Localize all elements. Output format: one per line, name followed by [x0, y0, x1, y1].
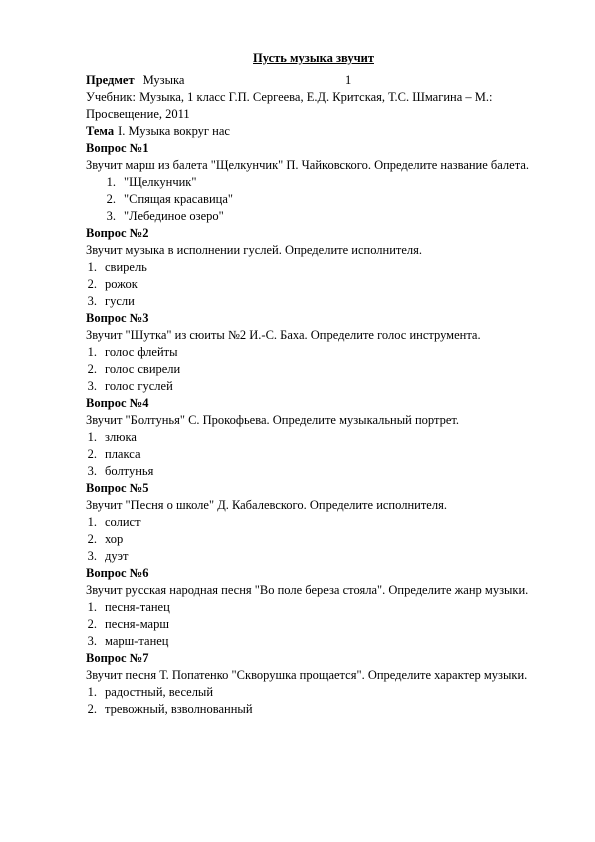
option-number: 3. — [87, 549, 97, 563]
option-label: песня-танец — [105, 600, 170, 614]
topic-value: I. Музыка вокруг нас — [118, 124, 230, 138]
answer-option — [86, 446, 541, 463]
topic-line — [86, 123, 541, 140]
document-title: Пусть музыка звучит — [253, 51, 374, 65]
option-label: марш-танец — [105, 634, 169, 648]
answer-option — [86, 633, 541, 650]
answer-options — [86, 599, 541, 650]
option-label: гусли — [105, 294, 135, 308]
option-number: 3. — [87, 634, 97, 648]
question-heading: Вопрос №4 — [86, 396, 149, 410]
question-text: Звучит музыка в исполнении гуслей. Определите исполнителя. — [86, 243, 423, 257]
question-text: Звучит "Болтунья" С. Прокофьева. Определите музыкальный портрет. — [86, 413, 460, 427]
option-number: 3. — [106, 209, 116, 223]
option-number: 1. — [87, 430, 97, 444]
question-heading: Вопрос №7 — [86, 651, 149, 665]
option-number: 3. — [87, 464, 97, 478]
answer-option — [86, 191, 541, 208]
option-label: злюка — [105, 430, 137, 444]
question-6 — [86, 565, 541, 650]
answer-option — [86, 378, 541, 395]
option-number: 2. — [87, 617, 97, 631]
question-text: Звучит марш из балета "Щелкунчик" П. Чайковского. Определите название балета. — [86, 158, 530, 172]
option-number: 1. — [87, 345, 97, 359]
option-number: 2. — [87, 532, 97, 546]
option-number: 1. — [87, 600, 97, 614]
option-number: 2. — [87, 362, 97, 376]
textbook-line: Учебник: Музыка, 1 класс Г.П. Сергеева, Е.Д. Критская, Т.С. Шмагина – М.: Просвещение, 2011 — [86, 90, 493, 121]
question-5 — [86, 480, 541, 565]
question-2 — [86, 225, 541, 310]
question-heading: Вопрос №1 — [86, 141, 149, 155]
option-label: плакса — [105, 447, 141, 461]
answer-option — [86, 701, 541, 718]
answer-option — [86, 429, 541, 446]
option-number: 2. — [87, 447, 97, 461]
answer-options — [86, 174, 541, 225]
subject-label: Предмет — [86, 73, 135, 87]
option-label: песня-марш — [105, 617, 169, 631]
question-text: Звучит "Песня о школе" Д. Кабалевского. Определите исполнителя. — [86, 498, 447, 512]
option-number: 1. — [87, 685, 97, 699]
option-label: голос флейты — [105, 345, 178, 359]
answer-option — [86, 548, 541, 565]
option-label: "Щелкунчик" — [124, 175, 197, 189]
option-number: 3. — [87, 294, 97, 308]
question-text: Звучит песня Т. Попатенко "Скворушка прощается". Определите характер музыки. — [86, 668, 528, 682]
option-label: голос свирели — [105, 362, 181, 376]
option-number: 3. — [87, 379, 97, 393]
answer-options — [86, 514, 541, 565]
answer-option — [86, 684, 541, 701]
option-label: радостный, веселый — [105, 685, 214, 699]
answer-options — [86, 344, 541, 395]
option-label: рожок — [105, 277, 138, 291]
subject-line — [86, 72, 541, 89]
option-number: 1. — [106, 175, 116, 189]
question-4 — [86, 395, 541, 480]
option-number: 2. — [106, 192, 116, 206]
answer-options — [86, 684, 541, 718]
option-label: тревожный, взволнованный — [105, 702, 253, 716]
question-text: Звучит русская народная песня "Во поле береза стояла". Определите жанр музыки. — [86, 583, 529, 597]
option-number: 1. — [87, 260, 97, 274]
question-7 — [86, 650, 541, 718]
option-number: 2. — [87, 277, 97, 291]
answer-option — [86, 514, 541, 531]
option-label: свирель — [105, 260, 147, 274]
question-1 — [86, 140, 541, 225]
question-text: Звучит "Шутка" из сюиты №2 И.-С. Баха. Определите голос инструмента. — [86, 328, 481, 342]
page-number: 1 — [345, 73, 352, 87]
option-label: "Лебединое озеро" — [124, 209, 224, 223]
option-label: солист — [105, 515, 141, 529]
answer-option — [86, 361, 541, 378]
answer-option — [86, 344, 541, 361]
answer-options — [86, 259, 541, 310]
answer-options — [86, 429, 541, 480]
answer-option — [86, 463, 541, 480]
answer-option — [86, 208, 541, 225]
option-label: дуэт — [105, 549, 129, 563]
topic-label: Тема — [86, 124, 115, 138]
answer-option — [86, 599, 541, 616]
answer-option — [86, 259, 541, 276]
question-heading: Вопрос №5 — [86, 481, 149, 495]
question-heading: Вопрос №6 — [86, 566, 149, 580]
option-number: 2. — [87, 702, 97, 716]
option-label: "Спящая красавица" — [124, 192, 233, 206]
option-label: голос гуслей — [105, 379, 173, 393]
answer-option — [86, 616, 541, 633]
option-label: хор — [105, 532, 124, 546]
question-heading: Вопрос №3 — [86, 311, 149, 325]
question-3 — [86, 310, 541, 395]
question-heading: Вопрос №2 — [86, 226, 149, 240]
subject-value: Музыка — [142, 73, 185, 87]
answer-option — [86, 174, 541, 191]
answer-option — [86, 276, 541, 293]
option-number: 1. — [87, 515, 97, 529]
option-label: болтунья — [105, 464, 154, 478]
answer-option — [86, 531, 541, 548]
document-page — [86, 50, 541, 718]
answer-option — [86, 293, 541, 310]
